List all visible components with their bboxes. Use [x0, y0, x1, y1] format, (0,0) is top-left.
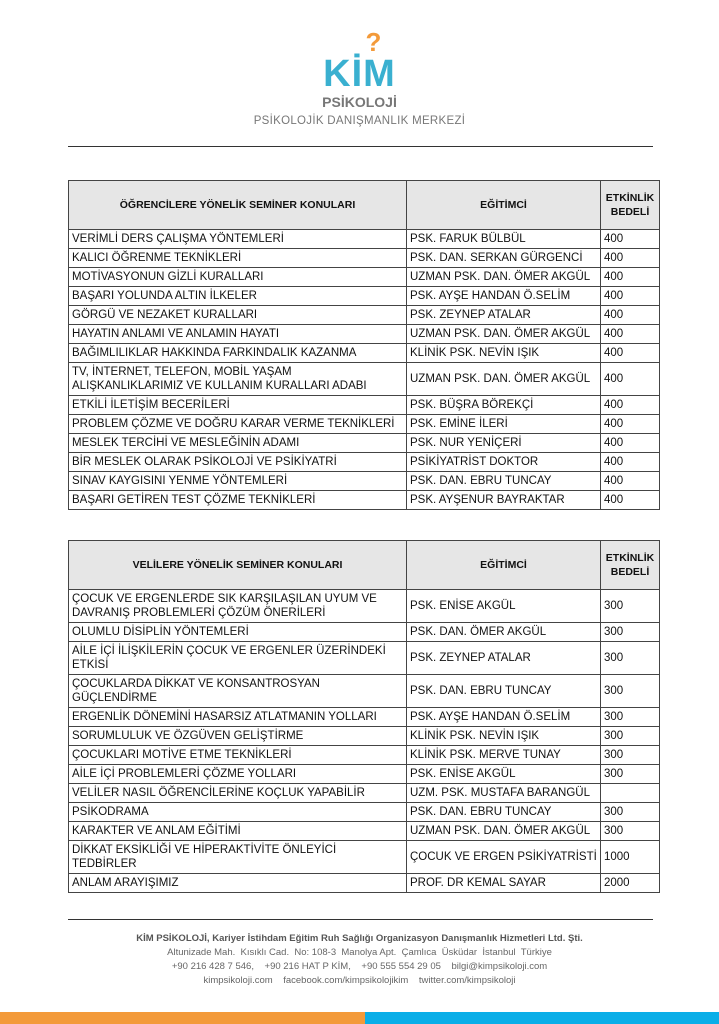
table-row: [69, 822, 660, 841]
fee-cell: 400: [601, 453, 660, 472]
fee-cell: 2000: [601, 874, 660, 893]
table-row: [69, 784, 660, 803]
fee-cell: 400: [601, 325, 660, 344]
instructor-cell: PSK. AYŞE HANDAN Ö.SELİM: [407, 287, 601, 306]
fee-cell: 300: [601, 590, 660, 623]
topic-cell: OLUMLU DİSİPLİN YÖNTEMLERİ: [69, 623, 407, 642]
instructor-cell: PSK. ENİSE AKGÜL: [407, 590, 601, 623]
logo: [0, 27, 719, 110]
table-row: [69, 642, 660, 675]
subtitle: PSİKOLOJİK DANIŞMANLIK MERKEZİ: [253, 115, 466, 127]
instructor-cell: PSK. BÜŞRA BÖREKÇİ: [407, 396, 601, 415]
table-row: [69, 491, 660, 510]
topic-cell: VELİLER NASIL ÖĞRENCİLERİNE KOÇLUK YAPABİLİR: [69, 784, 407, 803]
blue-bar: [365, 1012, 719, 1024]
topic-cell: VERİMLİ DERS ÇALIŞMA YÖNTEMLERİ: [69, 230, 407, 249]
table-row: [69, 874, 660, 893]
instructor-cell: KLİNİK PSK. MERVE TUNAY: [407, 746, 601, 765]
fee-cell: 400: [601, 344, 660, 363]
instructor-cell: PSK. NUR YENİÇERİ: [407, 434, 601, 453]
fee-cell: 300: [601, 803, 660, 822]
header-row: [69, 541, 660, 590]
topic-cell: ÇOCUKLARDA DİKKAT VE KONSANTROSYAN GÜÇLENDİRME: [69, 675, 407, 708]
divider: [68, 919, 653, 920]
instructor-cell: PROF. DR KEMAL SAYAR: [407, 874, 601, 893]
logo-psikoloji: PSİKOLOJİ: [322, 94, 397, 110]
fee-cell: 400: [601, 249, 660, 268]
topic-cell: PSİKODRAMA: [69, 803, 407, 822]
topic-cell: SINAV KAYGISINI YENME YÖNTEMLERİ: [69, 472, 407, 491]
fee-cell: 300: [601, 642, 660, 675]
students-seminar-table: [68, 180, 660, 510]
table-row: [69, 841, 660, 874]
table-row: [69, 249, 660, 268]
fee-cell: 400: [601, 491, 660, 510]
divider: [68, 146, 653, 147]
instructor-cell: PSK. DAN. SERKAN GÜRGENCİ: [407, 249, 601, 268]
parents-seminar-table: [68, 540, 660, 893]
table-row: [69, 453, 660, 472]
topic-cell: BAĞIMLILIKLAR HAKKINDA FARKINDALIK KAZANMA: [69, 344, 407, 363]
instructor-cell: KLİNİK PSK. NEVİN IŞIK: [407, 727, 601, 746]
fee-cell: 300: [601, 727, 660, 746]
orange-bar: [0, 1012, 365, 1024]
question-mark-icon: ?: [365, 27, 382, 57]
fee-cell: 400: [601, 287, 660, 306]
instructor-cell: UZMAN PSK. DAN. ÖMER AKGÜL: [407, 268, 601, 287]
table-row: [69, 344, 660, 363]
logo-kim: KİM: [323, 53, 396, 95]
instructor-cell: PSK. ENİSE AKGÜL: [407, 765, 601, 784]
fee-cell: 400: [601, 472, 660, 491]
header-row: [69, 181, 660, 230]
topic-cell: AİLE İÇİ PROBLEMLERİ ÇÖZME YOLLARI: [69, 765, 407, 784]
column-header: ÖĞRENCİLERE YÖNELİK SEMİNER KONULARI: [69, 181, 407, 230]
fee-cell: 400: [601, 306, 660, 325]
fee-cell: 300: [601, 675, 660, 708]
table-row: [69, 325, 660, 344]
table-row: [69, 590, 660, 623]
topic-cell: ANLAM ARAYIŞIMIZ: [69, 874, 407, 893]
topic-cell: KALICI ÖĞRENME TEKNİKLERİ: [69, 249, 407, 268]
table-row: [69, 287, 660, 306]
footer-address: Altunizade Mah. Kısıklı Cad. No: 108-3 Manolya Apt. Çamlıca Üsküdar İstanbul Türkiye: [167, 947, 552, 958]
table-row: [69, 306, 660, 325]
fee-cell: 1000: [601, 841, 660, 874]
instructor-cell: UZMAN PSK. DAN. ÖMER AKGÜL: [407, 325, 601, 344]
topic-cell: PROBLEM ÇÖZME VE DOĞRU KARAR VERME TEKNİKLERİ: [69, 415, 407, 434]
instructor-cell: PSK. EMİNE İLERİ: [407, 415, 601, 434]
fee-cell: 400: [601, 415, 660, 434]
topic-cell: MOTİVASYONUN GİZLİ KURALLARI: [69, 268, 407, 287]
topic-cell: AİLE İÇİ İLİŞKİLERİN ÇOCUK VE ERGENLER ÜZERİNDEKİ ETKİSİ: [69, 642, 407, 675]
topic-cell: MESLEK TERCİHİ VE MESLEĞİNİN ADAMI: [69, 434, 407, 453]
fee-cell: 400: [601, 434, 660, 453]
fee-cell: 400: [601, 268, 660, 287]
instructor-cell: PSK. DAN. EBRU TUNCAY: [407, 803, 601, 822]
fee-cell: 400: [601, 363, 660, 396]
instructor-cell: PSK. FARUK BÜLBÜL: [407, 230, 601, 249]
topic-cell: GÖRGÜ VE NEZAKET KURALLARI: [69, 306, 407, 325]
table-row: [69, 230, 660, 249]
table-row: [69, 396, 660, 415]
instructor-cell: PSİKİYATRİST DOKTOR: [407, 453, 601, 472]
topic-cell: ETKİLİ İLETİŞİM BECERİLERİ: [69, 396, 407, 415]
column-header: EĞİTİMCİ: [407, 181, 601, 230]
table-row: [69, 803, 660, 822]
fee-cell: [601, 784, 660, 803]
column-header: VELİLERE YÖNELİK SEMİNER KONULARI: [69, 541, 407, 590]
table-row: [69, 623, 660, 642]
column-header: ETKİNLİK BEDELİ: [601, 541, 660, 590]
table-row: [69, 675, 660, 708]
topic-cell: BİR MESLEK OLARAK PSİKOLOJİ VE PSİKİYATRİ: [69, 453, 407, 472]
instructor-cell: ÇOCUK VE ERGEN PSİKİYATRİSTİ: [407, 841, 601, 874]
topic-cell: ÇOCUK VE ERGENLERDE SIK KARŞILAŞILAN UYUM VE DAVRANIŞ PROBLEMLERİ ÇÖZÜM ÖNERİLERİ: [69, 590, 407, 623]
table-row: [69, 434, 660, 453]
topic-cell: ERGENLİK DÖNEMİNİ HASARSIZ ATLATMANIN YOLLARI: [69, 708, 407, 727]
fee-cell: 300: [601, 822, 660, 841]
fee-cell: 400: [601, 396, 660, 415]
topic-cell: SORUMLULUK VE ÖZGÜVEN GELİŞTİRME: [69, 727, 407, 746]
table-row: [69, 415, 660, 434]
table-row: [69, 472, 660, 491]
instructor-cell: PSK. ZEYNEP ATALAR: [407, 306, 601, 325]
column-header: EĞİTİMCİ: [407, 541, 601, 590]
topic-cell: KARAKTER VE ANLAM EĞİTİMİ: [69, 822, 407, 841]
instructor-cell: PSK. DAN. EBRU TUNCAY: [407, 675, 601, 708]
instructor-cell: UZMAN PSK. DAN. ÖMER AKGÜL: [407, 363, 601, 396]
table-row: [69, 727, 660, 746]
footer: [0, 932, 719, 988]
instructor-cell: UZM. PSK. MUSTAFA BARANGÜL: [407, 784, 601, 803]
footer-contact: +90 216 428 7 546, +90 216 HAT P KİM, +90 555 554 29 05 bilgi@kimpsikoloji.com: [171, 961, 548, 972]
topic-cell: TV, İNTERNET, TELEFON, MOBİL YAŞAM ALIŞKANLIKLARIMIZ VE KULLANIM KURALLARI ADABI: [69, 363, 407, 396]
instructor-cell: UZMAN PSK. DAN. ÖMER AKGÜL: [407, 822, 601, 841]
table-row: [69, 765, 660, 784]
instructor-cell: PSK. DAN. ÖMER AKGÜL: [407, 623, 601, 642]
instructor-cell: PSK. DAN. EBRU TUNCAY: [407, 472, 601, 491]
table-row: [69, 268, 660, 287]
topic-cell: DİKKAT EKSİKLİĞİ VE HİPERAKTİVİTE ÖNLEYİCİ TEDBİRLER: [69, 841, 407, 874]
footer-bars: [0, 1004, 719, 1024]
fee-cell: 300: [601, 623, 660, 642]
instructor-cell: PSK. AYŞE HANDAN Ö.SELİM: [407, 708, 601, 727]
table-row: [69, 708, 660, 727]
footer-company: KİM PSİKOLOJİ, Kariyer İstihdam Eğitim Ruh Sağlığı Organizasyon Danışmanlık Hizmetleri Ltd. Şti.: [136, 933, 583, 944]
instructor-cell: PSK. ZEYNEP ATALAR: [407, 642, 601, 675]
fee-cell: 300: [601, 708, 660, 727]
fee-cell: 400: [601, 230, 660, 249]
fee-cell: 300: [601, 746, 660, 765]
table-row: [69, 746, 660, 765]
footer-web: kimpsikoloji.com facebook.com/kimpsikolojikim twitter.com/kimpsikoloji: [203, 975, 516, 986]
column-header: ETKİNLİK BEDELİ: [601, 181, 660, 230]
topic-cell: HAYATIN ANLAMI VE ANLAMIN HAYATI: [69, 325, 407, 344]
topic-cell: BAŞARI GETİREN TEST ÇÖZME TEKNİKLERİ: [69, 491, 407, 510]
table-row: [69, 363, 660, 396]
instructor-cell: PSK. AYŞENUR BAYRAKTAR: [407, 491, 601, 510]
topic-cell: ÇOCUKLARI MOTİVE ETME TEKNİKLERİ: [69, 746, 407, 765]
topic-cell: BAŞARI YOLUNDA ALTIN İLKELER: [69, 287, 407, 306]
fee-cell: 300: [601, 765, 660, 784]
instructor-cell: KLİNİK PSK. NEVİN IŞIK: [407, 344, 601, 363]
